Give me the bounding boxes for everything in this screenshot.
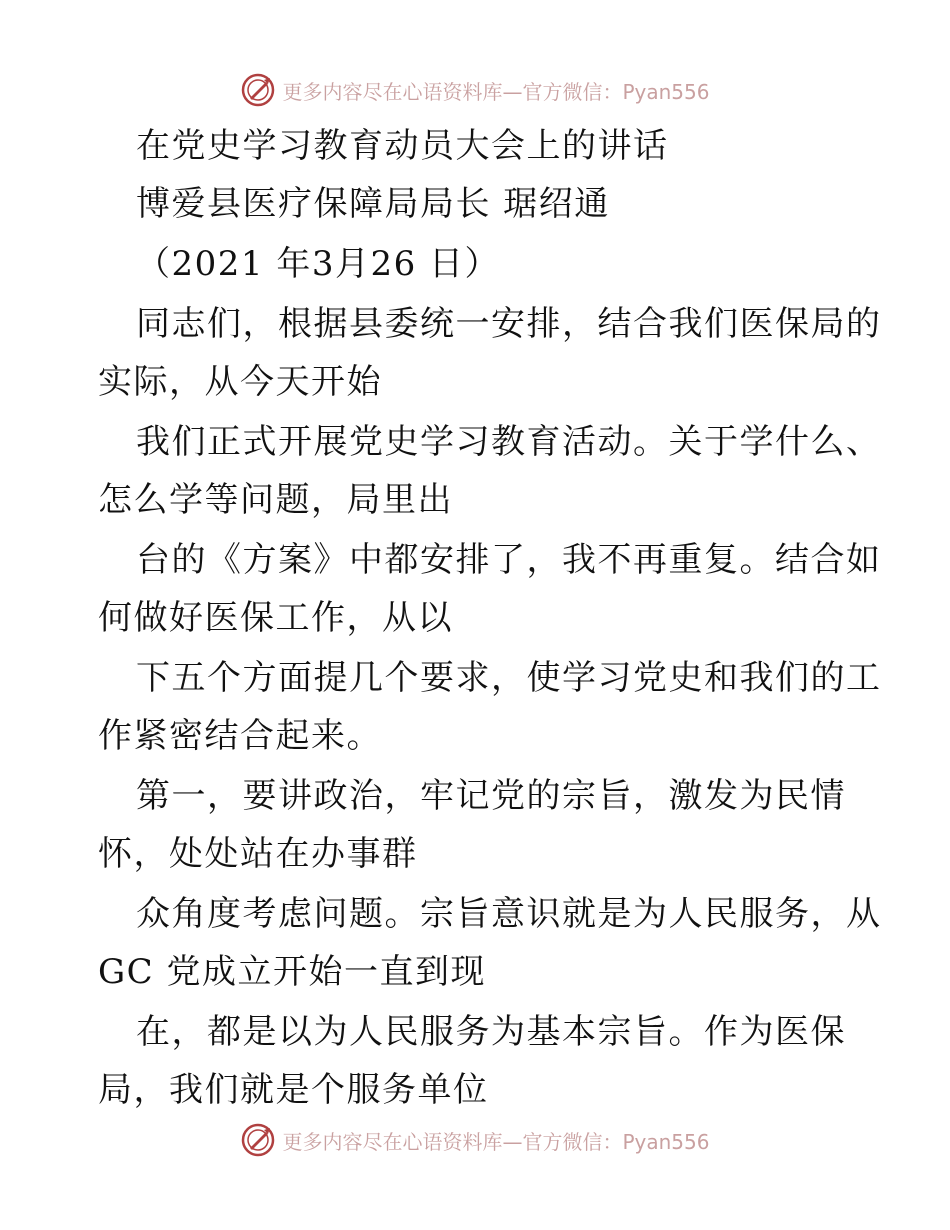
paragraph-line: 第一，要讲政治，牢记党的宗旨，激发为民情 [136,776,846,816]
paragraph-line: 同志们，根据县委统一安排，结合我们医保局的 [136,304,882,344]
paragraph-line: 何做好医保工作，从以 [98,598,453,638]
paragraph-line: 我们正式开展党史学习教育活动。关于学什么、 [136,422,882,462]
paragraph-line: 局，我们就是个服务单位 [98,1070,489,1110]
document-title: 在党史学习教育动员大会上的讲话 [136,126,669,166]
pen-logo-icon [240,72,276,108]
document-date: （2021 年3月26 日） [136,244,501,284]
paragraph-line: GC 党成立开始一直到现 [98,952,486,992]
footer-watermark [0,1120,950,1160]
paragraph-line: 在，都是以为人民服务为基本宗旨。作为医保 [136,1012,846,1052]
pen-logo-icon [240,1122,276,1158]
paragraph-line: 怎么学等问题，局里出 [98,480,453,520]
paragraph-line: 下五个方面提几个要求，使学习党史和我们的工 [136,658,882,698]
paragraph-line: 众角度考虑问题。宗旨意识就是为人民服务，从 [136,894,882,934]
watermark-text: 更多内容尽在心语资料库—官方微信：Pyan556 [282,1129,710,1154]
paragraph-line: 实际，从今天开始 [98,362,382,402]
paragraph-line: 怀，处处站在办事群 [98,834,418,874]
paragraph-line: 台的《方案》中都安排了，我不再重复。结合如 [136,540,882,580]
watermark-text: 更多内容尽在心语资料库—官方微信：Pyan556 [282,79,710,104]
document-author: 博爱县医疗保障局局长 琚绍通 [136,184,610,224]
paragraph-line: 作紧密结合起来。 [98,716,382,756]
header-watermark [0,70,950,110]
